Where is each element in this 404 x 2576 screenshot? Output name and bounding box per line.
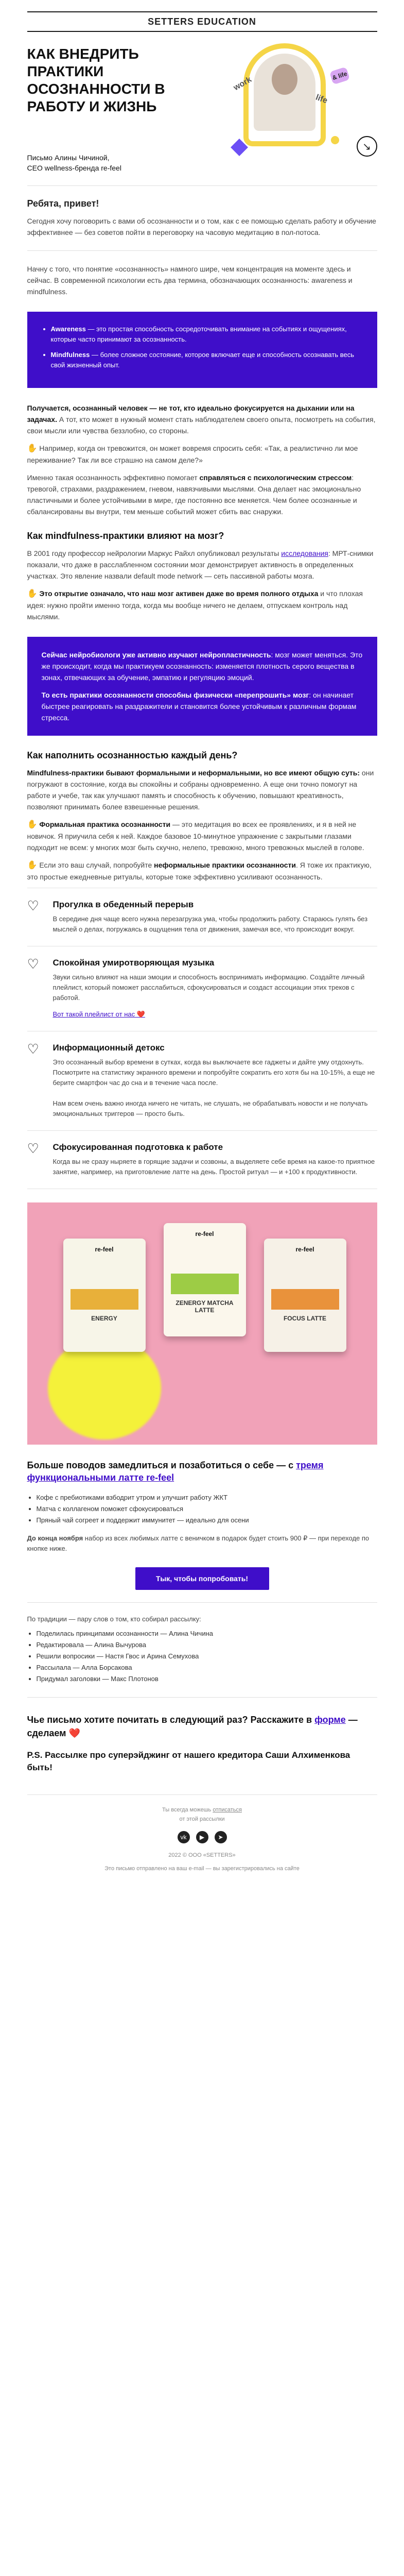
- hand-icon: ✋: [27, 444, 38, 453]
- practice-item: [27, 946, 377, 1031]
- hero: [27, 38, 377, 162]
- feedback-question: Чье письмо хотите почитать в следующий раз? Расскажите в форме — сделаем ❤️: [27, 1715, 358, 1738]
- product-brand: re-feel: [95, 1246, 114, 1253]
- benefit-item: • Кофе с пребиотиками взбодрит утром и улучшит работу ЖКТ: [37, 1492, 377, 1503]
- body-paragraph: ✋ Формальная практика осознанности — это медитация во всех ее проявлениях, и я в ней не новичок. Я приучила себя к ней. Каждое базовое 10-минутное упражнение с закрытыми глазами подходит не всем: у многих мозг быть скучно, нелепо, тревожно, много тревожных мыслей в голове.: [27, 820, 364, 852]
- team-list: [27, 1628, 377, 1685]
- social-icons: [27, 1831, 377, 1843]
- body-paragraph: ✋ Это открытие означало, что наш мозг активен даже во время полного отдыха и что плохая идея: нужно пройти именно тогда, когда мы вообще ничего не делаем, отпускаем контроль над мыслями.: [27, 589, 363, 621]
- author-portrait: [254, 54, 315, 131]
- team-member: • Рассылала — Алла Борсакова: [37, 1662, 377, 1673]
- brain-section-title: Как mindfulness-практики влияют на мозг?: [27, 531, 224, 541]
- heart-icon: ❤️: [68, 1728, 80, 1738]
- team-member: • Редактировала — Алина Вычурова: [37, 1639, 377, 1651]
- team-member: • Решили вопросики — Настя Гвос и Арина Семухова: [37, 1651, 377, 1662]
- product-stripe: [171, 1274, 239, 1294]
- work-label: work: [232, 75, 253, 93]
- definitions-list: [42, 324, 363, 370]
- product-label: ZENERGY MATCHA LATTE: [175, 1299, 234, 1314]
- life-label: life: [314, 93, 329, 106]
- cta-section: [27, 1459, 377, 1590]
- unsubscribe-link[interactable]: отписаться: [213, 1807, 242, 1813]
- email-card: [27, 11, 377, 1873]
- body-paragraph: ✋ Если это ваш случай, попробуйте неформальные практики осознанности. Я тоже их практикую, это простые ежедневные ритуалы, которые тоже эффективно усиливают осознанность.: [27, 861, 372, 881]
- definitions-box: [27, 312, 377, 388]
- product-stripe: [271, 1289, 339, 1310]
- benefits-list: [27, 1492, 377, 1526]
- team-member: • Придумал заголовки — Макс Плотонов: [37, 1673, 377, 1685]
- cta-title: Больше поводов замедлиться и позаботиться о себе — с тремя функциональными латте re-feel: [27, 1460, 324, 1483]
- team-member: • Поделилась принципами осознанности — Алина Чичина: [37, 1628, 377, 1639]
- signature-line2: CEO wellness-бренда re-feel: [27, 164, 121, 172]
- body-paragraph: Mindfulness-практики бывают формальными и неформальными, но все имеют общую суть: они погружают в состояние, когда вы спокойны и собраны одновременно. А еще они точно помогут на работе и учебе, так как улучшают память и способность к обучению, повышают креативность, позволяют принимать более взвешенные решения.: [27, 769, 374, 811]
- divider: [27, 185, 377, 186]
- product-box: [164, 1223, 246, 1336]
- body-paragraph: Получается, осознанный человек — не тот, кто идеально фокусируется на дыхании или на задачах. А тот, кто может в нужный момент стать наблюдателем своего опыта, посмотреть на события, свои мысли или чувства беззлобно, со стороны.: [27, 404, 376, 435]
- body-paragraph: ✋ Например, когда он тревожится, он может вовремя спросить себя: «Так, а реалистично ли мое переживание? Так ли все страшно на самом деле?»: [27, 444, 358, 464]
- practice-title: Прогулка в обеденный перерыв: [52, 900, 194, 909]
- practice-item: [27, 1031, 377, 1131]
- team-section: [27, 1615, 377, 1685]
- benefit-item: • Матча с коллагеном поможет сфокусироваться: [37, 1503, 377, 1515]
- definition-item: • Mindfulness — более сложное состояние, которое включает еще и способность осознавать весь свой жизненный опыт.: [51, 350, 363, 370]
- neuroplasticity-box: [27, 637, 377, 736]
- intro-p1: Сегодня хочу поговорить с вами об осознанности и о том, как с ее помощью сделать работу и обучение эффективнее — без советов пойти в переговорку на часовую медитацию в пол-потоса.: [27, 217, 376, 236]
- brand-name: SETTERS EDUCATION: [148, 16, 256, 27]
- divider: [27, 1602, 377, 1603]
- try-button[interactable]: Тык, чтобы попробовать!: [135, 1567, 269, 1590]
- brand-header: [27, 11, 377, 32]
- copyright: 2022 © ООО «SETTERS»: [168, 1852, 236, 1858]
- practice-title: Сфокусированная подготовка к работе: [52, 1142, 223, 1152]
- promo-text: До конца ноября набор из всех любимых латте с веничком в подарок будет стоить 900 ₽ — при переходе по кнопке ниже.: [27, 1534, 370, 1552]
- product-stripe: [71, 1289, 138, 1310]
- feedback-form-link[interactable]: форме: [314, 1715, 346, 1725]
- hand-icon: ✋: [27, 589, 38, 598]
- latte-link[interactable]: тремя функциональными латте re-feel: [27, 1460, 324, 1483]
- product-label: FOCUS LATTE: [283, 1315, 327, 1322]
- practices-list: [27, 888, 377, 1189]
- research-link[interactable]: исследования: [281, 549, 328, 557]
- practice-title: Информационный детокс: [52, 1043, 165, 1053]
- yellow-splash: [48, 1336, 161, 1439]
- practice-item: [27, 1131, 377, 1189]
- heart-icon: [27, 958, 42, 970]
- hand-icon: ✋: [27, 820, 38, 829]
- life-sticker: & life: [329, 66, 349, 84]
- body-paragraph: Именно такая осознанность эффективно помогает справляться с психологическим стрессом: тревогой, страхами, раздражением, гневом, навязчивыми мыслями. Она делает нас эмоционально пластичными и более устойчивыми в мире, где постоянно все меняется. Чем более осознанные и сбалансированы вы внутри, тем меньше событий может сбить вас снаружи.: [27, 473, 361, 516]
- intro-p2: Начну с того, что понятие «осознанность» намного шире, чем концентрация на моменте здесь и сейчас. В современной психологии есть два термина, обозначающих осознанность: awareness и mindfulness.: [27, 265, 353, 296]
- heart-icon: [27, 900, 42, 912]
- body-paragraph: В 2001 году профессор нейрологии Маркус Райхл опубликовал результаты исследования: МРТ-снимки показали, что даже в расслабленном состоянии мозг демонстрирует активность в определенных участках. Это явление назвали default mode network — сеть пассивной работы мозга.: [27, 549, 374, 580]
- greeting: Ребята, привет!: [27, 198, 99, 209]
- postscript: P.S. Рассылке про суперэйджинг от нашего кредитора Саши Алхименкова быть!: [27, 1750, 350, 1772]
- arrow-down-right-icon: ↘: [357, 136, 377, 157]
- product-brand: re-feel: [295, 1246, 314, 1253]
- signature-line1: Письмо Алины Чичиной,: [27, 154, 110, 162]
- unsubscribe-line: Ты всегда можешь отписаться: [162, 1807, 242, 1813]
- practice-text: Это осознанный выбор времени в сутках, когда вы выключаете все гаджеты и дайте уму отдохнуть. Посмотрите на статистику экранного времени и попробуйте сократить его хотя бы на 10-15%, а еще не берите смартфон час до сна и в течение часа после. Нам всем очень важно иногда ничего не читать, не слушать, не обрабатывать новости и не получать эмоциональных триггеров — просто быть.: [52, 1058, 375, 1117]
- practice-text: Когда вы не сразу ныряете в горящие задачи и созвоны, а выделяете себе время на какое-то приятное занятие, например, на приготовление латте на день. Простой ритуал — и +100 к продуктивности.: [52, 1158, 375, 1176]
- product-brand: re-feel: [195, 1230, 214, 1238]
- box-paragraph: Сейчас нейробиологи уже активно изучают нейропластичность: мозг может меняться. Это же происходит, когда мы практикуем осознанность: изменяется плотность серого вещества в зонах, отвечающих за обучение, эмпатию и регуляцию эмоций.: [41, 651, 363, 682]
- product-label: ENERGY: [91, 1315, 117, 1322]
- vk-icon[interactable]: vk: [178, 1831, 190, 1843]
- divider: [27, 1697, 377, 1698]
- benefit-item: • Пряный чай согреет и поддержит иммунитет — идеально для осени: [37, 1515, 377, 1526]
- divider: [27, 250, 377, 251]
- team-intro: По традиции — пару слов о том, кто собирал рассылку:: [27, 1615, 201, 1623]
- youtube-icon[interactable]: ▶: [196, 1831, 208, 1843]
- definition-item: • Awareness — это простая способность сосредоточивать внимание на событиях и ощущениях, которые часто принимают за осознанность.: [51, 324, 363, 345]
- footer: [27, 1794, 377, 1873]
- heart-icon: [27, 1142, 42, 1155]
- hero-title: КАК ВНЕДРИТЬ ПРАКТИКИ ОСОЗНАННОСТИ В РАБОТУ И ЖИЗНЬ: [27, 46, 165, 114]
- daily-section-title: Как наполнить осознанностью каждый день?: [27, 750, 238, 760]
- practice-item: [27, 888, 377, 946]
- product-box: [63, 1239, 146, 1352]
- practice-title: Спокойная умиротворяющая музыка: [52, 958, 215, 968]
- product-box: [264, 1239, 346, 1352]
- telegram-icon[interactable]: ➤: [215, 1831, 227, 1843]
- box-paragraph: То есть практики осознанности способны физически «перепрошить» мозг: он начинает быстрее реагировать на раздражители и становится более устойчивым к различным формам стресса.: [41, 691, 357, 722]
- product-banner[interactable]: [27, 1202, 377, 1445]
- unsubscribe-line2: от этой рассылки: [179, 1816, 225, 1822]
- hand-icon: ✋: [27, 861, 38, 870]
- dot-decoration: [331, 136, 339, 144]
- heart-icon: [27, 1043, 42, 1055]
- practice-text: В середине дня чаще всего нужна перезагрузка ума, чтобы продолжить работу. Стараюсь гулять без мыслей о делах, погружаясь в ощущения тела от движения, замечая все, что происходит вокруг.: [52, 915, 368, 933]
- practice-text: Звуки сильно влияют на наши эмоции и способность воспринимать информацию. Создайте личный плейлист, который поможет расслабиться, сфокусироваться и создаст ассоциации этих треков с работой.: [52, 973, 365, 1002]
- playlist-link[interactable]: Вот такой плейлист от нас ❤️: [52, 1010, 145, 1018]
- footer-note: Это письмо отправлено на ваш e-mail — вы зарегистрировались на сайте: [104, 1866, 300, 1872]
